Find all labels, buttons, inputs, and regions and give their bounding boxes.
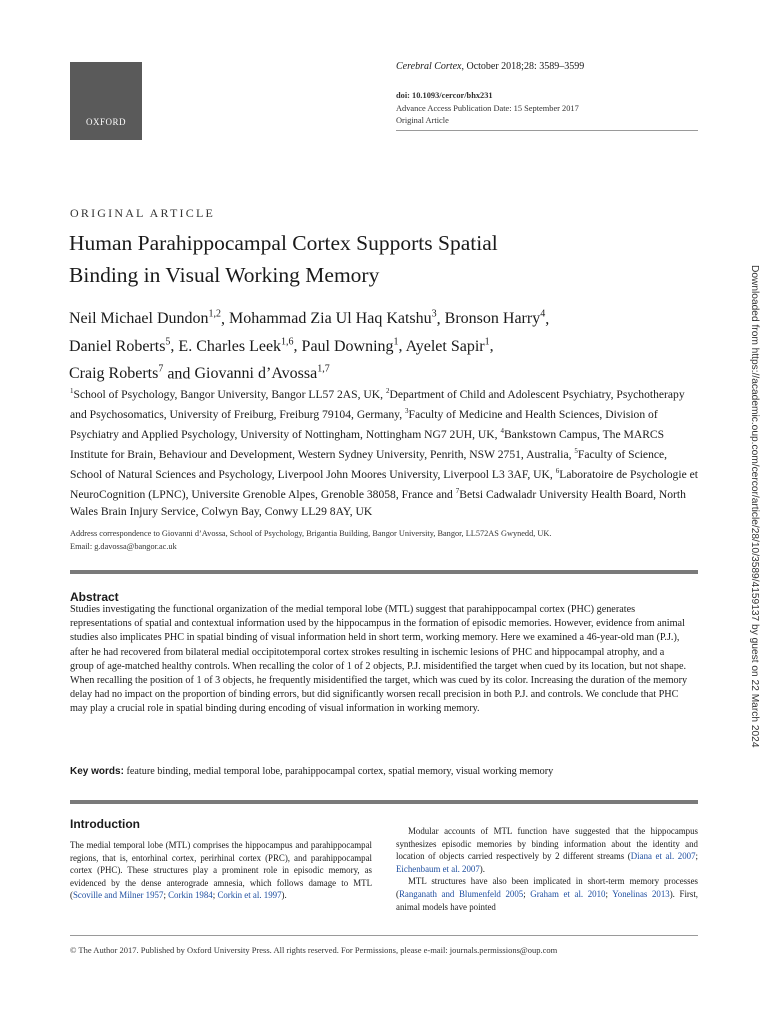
citation-link[interactable]: Graham et al. 2010	[530, 888, 606, 899]
citation-link[interactable]: Eichenbaum et al. 2007	[396, 863, 480, 874]
title-line-1: Human Parahippocampal Cortex Supports Spatial	[69, 231, 498, 255]
title-line-2: Binding in Visual Working Memory	[69, 263, 380, 287]
keywords-list: feature binding, medial temporal lobe, parahippocampal cortex, spatial memory, visual working memory	[123, 766, 554, 777]
journal-name: Cerebral Cortex	[396, 61, 462, 72]
copyright-footer: © The Author 2017. Published by Oxford University Press. All rights reserved. For Permissions, please e-mail: journals.permissions@oup.com	[70, 945, 558, 955]
citation-link[interactable]: Corkin 1984	[168, 890, 213, 901]
oxford-logo	[70, 62, 142, 140]
correspondence	[70, 528, 700, 553]
author[interactable]: Mohammad Zia Ul Haq Katshu$^3$	[229, 309, 437, 328]
author[interactable]: Giovanni d’Avossa$^{1,7}$	[194, 363, 330, 382]
correspondence-address: Address correspondence to Giovanni d’Avossa, School of Psychology, Brigantia Building, Bangor University, Bangor, LL572AS Gwynedd, UK.	[70, 529, 552, 538]
abstract-body: Studies investigating the functional organization of the medial temporal lobe (MTL) suggest that parahippocampal cortex (PHC) generates representations of spatial and contextual information used by the hippocampus in the formation of episodic memories. However, evidence from animal studies also implicates PHC in spatial binding of visual information held in short term, working memory. Here we examined a 46-year-old man (P.J.), after he had recovered from bilateral medial occipitotemporal cortex strokes resulting in ischemic lesions of PHC and hippocampal atrophy, and a group of age-matched healthy controls. When recalling the color of 1 of 2 objects, P.J. misidentified the target when cued by its location, but not shape. When recalling the position of 1 of 3 objects, he frequently misidentified the target, which was cued by its color. Increasing the duration of the memory delay had no impact on the proportion of binding errors, but did significantly worsen recall precision in both P.J. and controls. We conclude that PHC may play a crucial role in spatial binding during encoding of visual information in working memory.	[70, 604, 688, 715]
citation-link[interactable]: Ranganath and Blumenfeld 2005	[398, 888, 524, 899]
journal-issue: , October 2018;28: 3589–3599	[461, 61, 585, 72]
doi-block	[396, 90, 579, 128]
introduction-heading: Introduction	[70, 817, 140, 831]
intro-right-column: Modular accounts of MTL function have suggested that the hippocampus synthesizes episodic memories by binding information about the identity and location of objects carried respectively by 2 different streams (Diana et al. 2007; Eichenbaum et al. 2007). MTL structures have also been implicated in short-term memory processes (Ranganath and Blumenfeld 2005; Graham et al. 2010; Yonelinas 2013). First, animal models have pointed	[396, 826, 698, 912]
author[interactable]: Bronson Harry$^4$	[444, 309, 546, 328]
abstract-top-rule	[70, 570, 698, 574]
author[interactable]: Paul Downing$^1$	[301, 336, 399, 355]
author[interactable]: E. Charles Leek$^{1,6}$	[178, 336, 294, 355]
author[interactable]: Ayelet Sapir$^1$	[405, 336, 490, 355]
author[interactable]: Neil Michael Dundon$^{1,2}$	[69, 309, 222, 328]
citation-link[interactable]: Corkin et al. 1997	[217, 890, 282, 901]
header-divider	[396, 130, 698, 131]
keywords	[70, 766, 698, 777]
citation-link[interactable]: Yonelinas 2013	[612, 888, 670, 899]
logo-text: OXFORD	[85, 117, 126, 127]
author-list: Neil Michael Dundon$^{1,2}$, Mohammad Zia Ul Haq Katshu$^3$, Bronson Harry$^4$, Daniel Roberts$^5$, E. Charles Leek$^{1,6}$, Paul Downing$^1$, Ayelet Sapir$^1$, Craig Roberts$^7$ and Giovanni d’Avossa$^{1,7}$	[69, 309, 550, 382]
doi-link[interactable]: doi: 10.1093/cercor/bhx231	[396, 91, 493, 100]
abstract-heading: Abstract	[70, 590, 119, 604]
intro-left-column: The medial temporal lobe (MTL) comprises the hippocampus and parahippocampal regions, that is, entorhinal cortex, perirhinal cortex (PRC), and parahippocampal cortex (PHC). These structures play a prominent role in episodic memory, as evidenced by the dense anterograde amnesia, which follows damage to MTL (Scoville and Milner 1957; Corkin 1984; Corkin et al. 1997).	[70, 840, 372, 901]
correspondence-email[interactable]: Email: g.davossa@bangor.ac.uk	[70, 541, 177, 551]
section-label: ORIGINAL ARTICLE	[70, 206, 216, 220]
footer-divider	[70, 935, 698, 936]
affiliations: $^1$School of Psychology, Bangor University, Bangor LL57 2AS, UK, $^2$Department of Child and Adolescent Psychiatry, Psychotherapy and Psychosomatics, University of Freiburg, Freiburg 79104, Germany, $^3$Faculty of Medicine and Health Sciences, Division of Psychiatry and Applied Psychology, University of Nottingham, Nottingham NG7 2UH, UK, $^4$Bankstown Campus, The MARCS Institute for Brain, Behaviour and Development, Western Sydney University, Penrith, NSW 2751, Australia, $^5$Faculty of Science, School of Natural Sciences and Psychology, Liverpool John Moores University, Liverpool L3 3AF, UK, $^6$Laboratoire de Psychologie et NeuroCognition (LPNC), Universite Grenoble Alpes, Grenoble 38058, France and $^7$Betsi Cadwaladr University Health Board, North Wales Brain Injury Service, Colwyn Bay, Conwy LL29 8AY, UK	[70, 387, 698, 519]
author[interactable]: Craig Roberts$^7$	[69, 363, 164, 382]
citation-link[interactable]: Diana et al. 2007	[630, 851, 696, 862]
article-type: Original Article	[396, 116, 449, 125]
download-watermark: Downloaded from https://academic.oup.com/cercor/article/28/10/3589/4159137 by guest on 22 March 2024	[749, 265, 760, 748]
keywords-label: Key words:	[70, 766, 124, 777]
article-title	[69, 227, 669, 291]
citation-link[interactable]: Scoville and Milner 1957	[72, 890, 164, 901]
author[interactable]: Daniel Roberts$^5$	[69, 336, 171, 355]
abstract-bottom-rule	[70, 800, 698, 804]
advance-access: Advance Access Publication Date: 15 September 2017	[396, 103, 579, 113]
journal-citation	[396, 61, 584, 72]
